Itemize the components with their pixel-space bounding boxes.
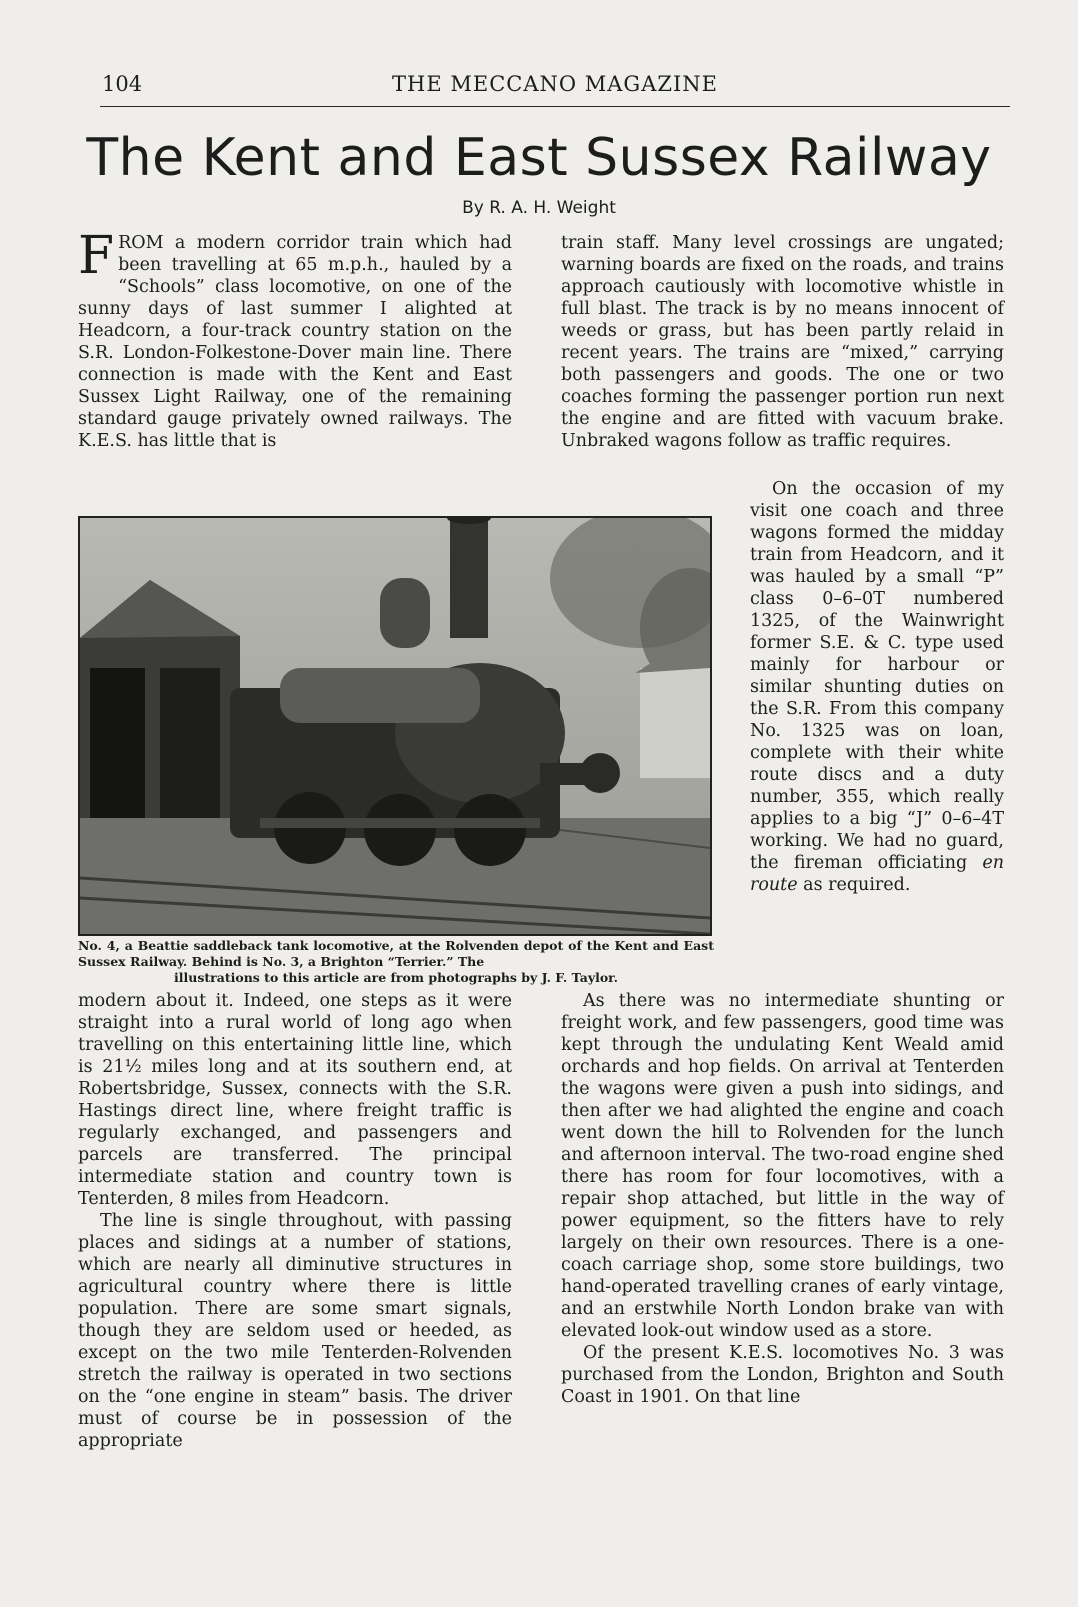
caption-text: No. 4, a Beattie saddleback tank locomotive, at the Rolvenden depot of the Kent and East Sussex Railway. Behind is No. 3, a Brighton “Terrier.” The bbox=[78, 938, 714, 969]
drop-cap: F bbox=[78, 226, 115, 286]
paragraph-single-line: The line is single throughout, with passing places and sidings at a number of stations, which are nearly all diminutive structures in agricultural country where there is little population. There are some smart signals, though they are seldom used or heeded, as except on the two mile Tenterden-Rolvenden stretch the railway is operated in two sections on the “one engine in steam” basis. The driver must of course be in possession of the appropriate bbox=[78, 1211, 512, 1451]
running-header bbox=[100, 70, 1010, 107]
column-2-bottom bbox=[561, 990, 1004, 1408]
italic-en-route: en route bbox=[750, 853, 1004, 895]
locomotive-photograph bbox=[78, 516, 712, 936]
paragraph-no-shunting: As there was no intermediate shunting or freight work, and few passengers, good time was kept through the undulating Kent Weald amid orchards and hop fields. On arrival at Tenterden the wagons were given a push into sidings, and then after we had alighted the engine and coach went down the hill to Rolvenden for the lunch and afternoon interval. The two-road engine shed there has room for four locomotives, with a repair shop attached, but little in the way of power equipment, so the fitters have to rely largely on their own resources. There is a one-coach carriage shop, some store buildings, two hand-operated travelling cranes of early vintage, and an erstwhile North London brake van with elevated look-out window used as a store. bbox=[561, 991, 1004, 1341]
article-byline: By R. A. H. Weight bbox=[462, 198, 616, 218]
locomotive-illustration bbox=[80, 518, 710, 934]
column-2-top bbox=[561, 232, 1004, 452]
paragraph-train-staff: train staff. Many level crossings are ungated; warning boards are fixed on the roads, and trains approach cautiously with locomotive whistle in full blast. The track is by no means innocent of weeds or grass, but has been partly relaid in recent years. The trains are “mixed,” carrying both passengers and goods. The one or two coaches forming the passenger portion run next the engine and are fitted with vacuum brake. Unbraked wagons follow as traffic requires. bbox=[561, 233, 1004, 451]
paragraph-modern: modern about it. Indeed, one steps as it were straight into a rural world of long ago when travelling on this entertaining little line, which is 21½ miles long and at its southern end, at Robertsbridge, Sussex, connects with the S.R. Hastings direct line, where freight traffic is regularly exchanged, and passengers and parcels are transferred. The principal intermediate station and country town is Tenterden, 8 miles from Headcorn. bbox=[78, 991, 512, 1209]
photo-caption bbox=[78, 938, 714, 986]
opening-paragraph: FROM a modern corridor train which had been travelling at 65 m.p.h., hauled by a “Schools” class locomotive, on one of the sunny days of last summer I alighted at Headcorn, a four-track country station on the S.R. London-Folkestone-Dover main line. There connection is made with the Kent and East Sussex Light Railway, one of the remaining standard gauge privately owned railways. The K.E.S. has little that is bbox=[78, 226, 512, 451]
paragraph-occasion: On the occasion of my visit one coach and three wagons formed the midday train from Headcorn, and it was hauled by a small “P” class 0–6–0T numbered 1325, of the Wainwright former S.E. & C. type used mainly for harbour or similar shunting duties on the S.R. From this company No. 1325 was on loan, complete with their white route discs and a duty number, 355, which really applies to a big “J” 0–6–4T working. We had no guard, the fireman officiating en route as required. bbox=[750, 479, 1004, 895]
page-number: 104 bbox=[102, 72, 143, 96]
article-title: The Kent and East Sussex Railway bbox=[86, 128, 992, 188]
magazine-title: THE MECCANO MAGAZINE bbox=[392, 72, 718, 96]
column-2-side bbox=[750, 478, 1004, 896]
column-1-bottom bbox=[78, 990, 512, 1452]
caption-credit: illustrations to this article are from photographs by J. F. Taylor. bbox=[174, 970, 618, 985]
paragraph-locomotives: Of the present K.E.S. locomotives No. 3 was purchased from the London, Brighton and South Coast in 1901. On that line bbox=[561, 1343, 1004, 1407]
column-1-top bbox=[78, 226, 512, 452]
